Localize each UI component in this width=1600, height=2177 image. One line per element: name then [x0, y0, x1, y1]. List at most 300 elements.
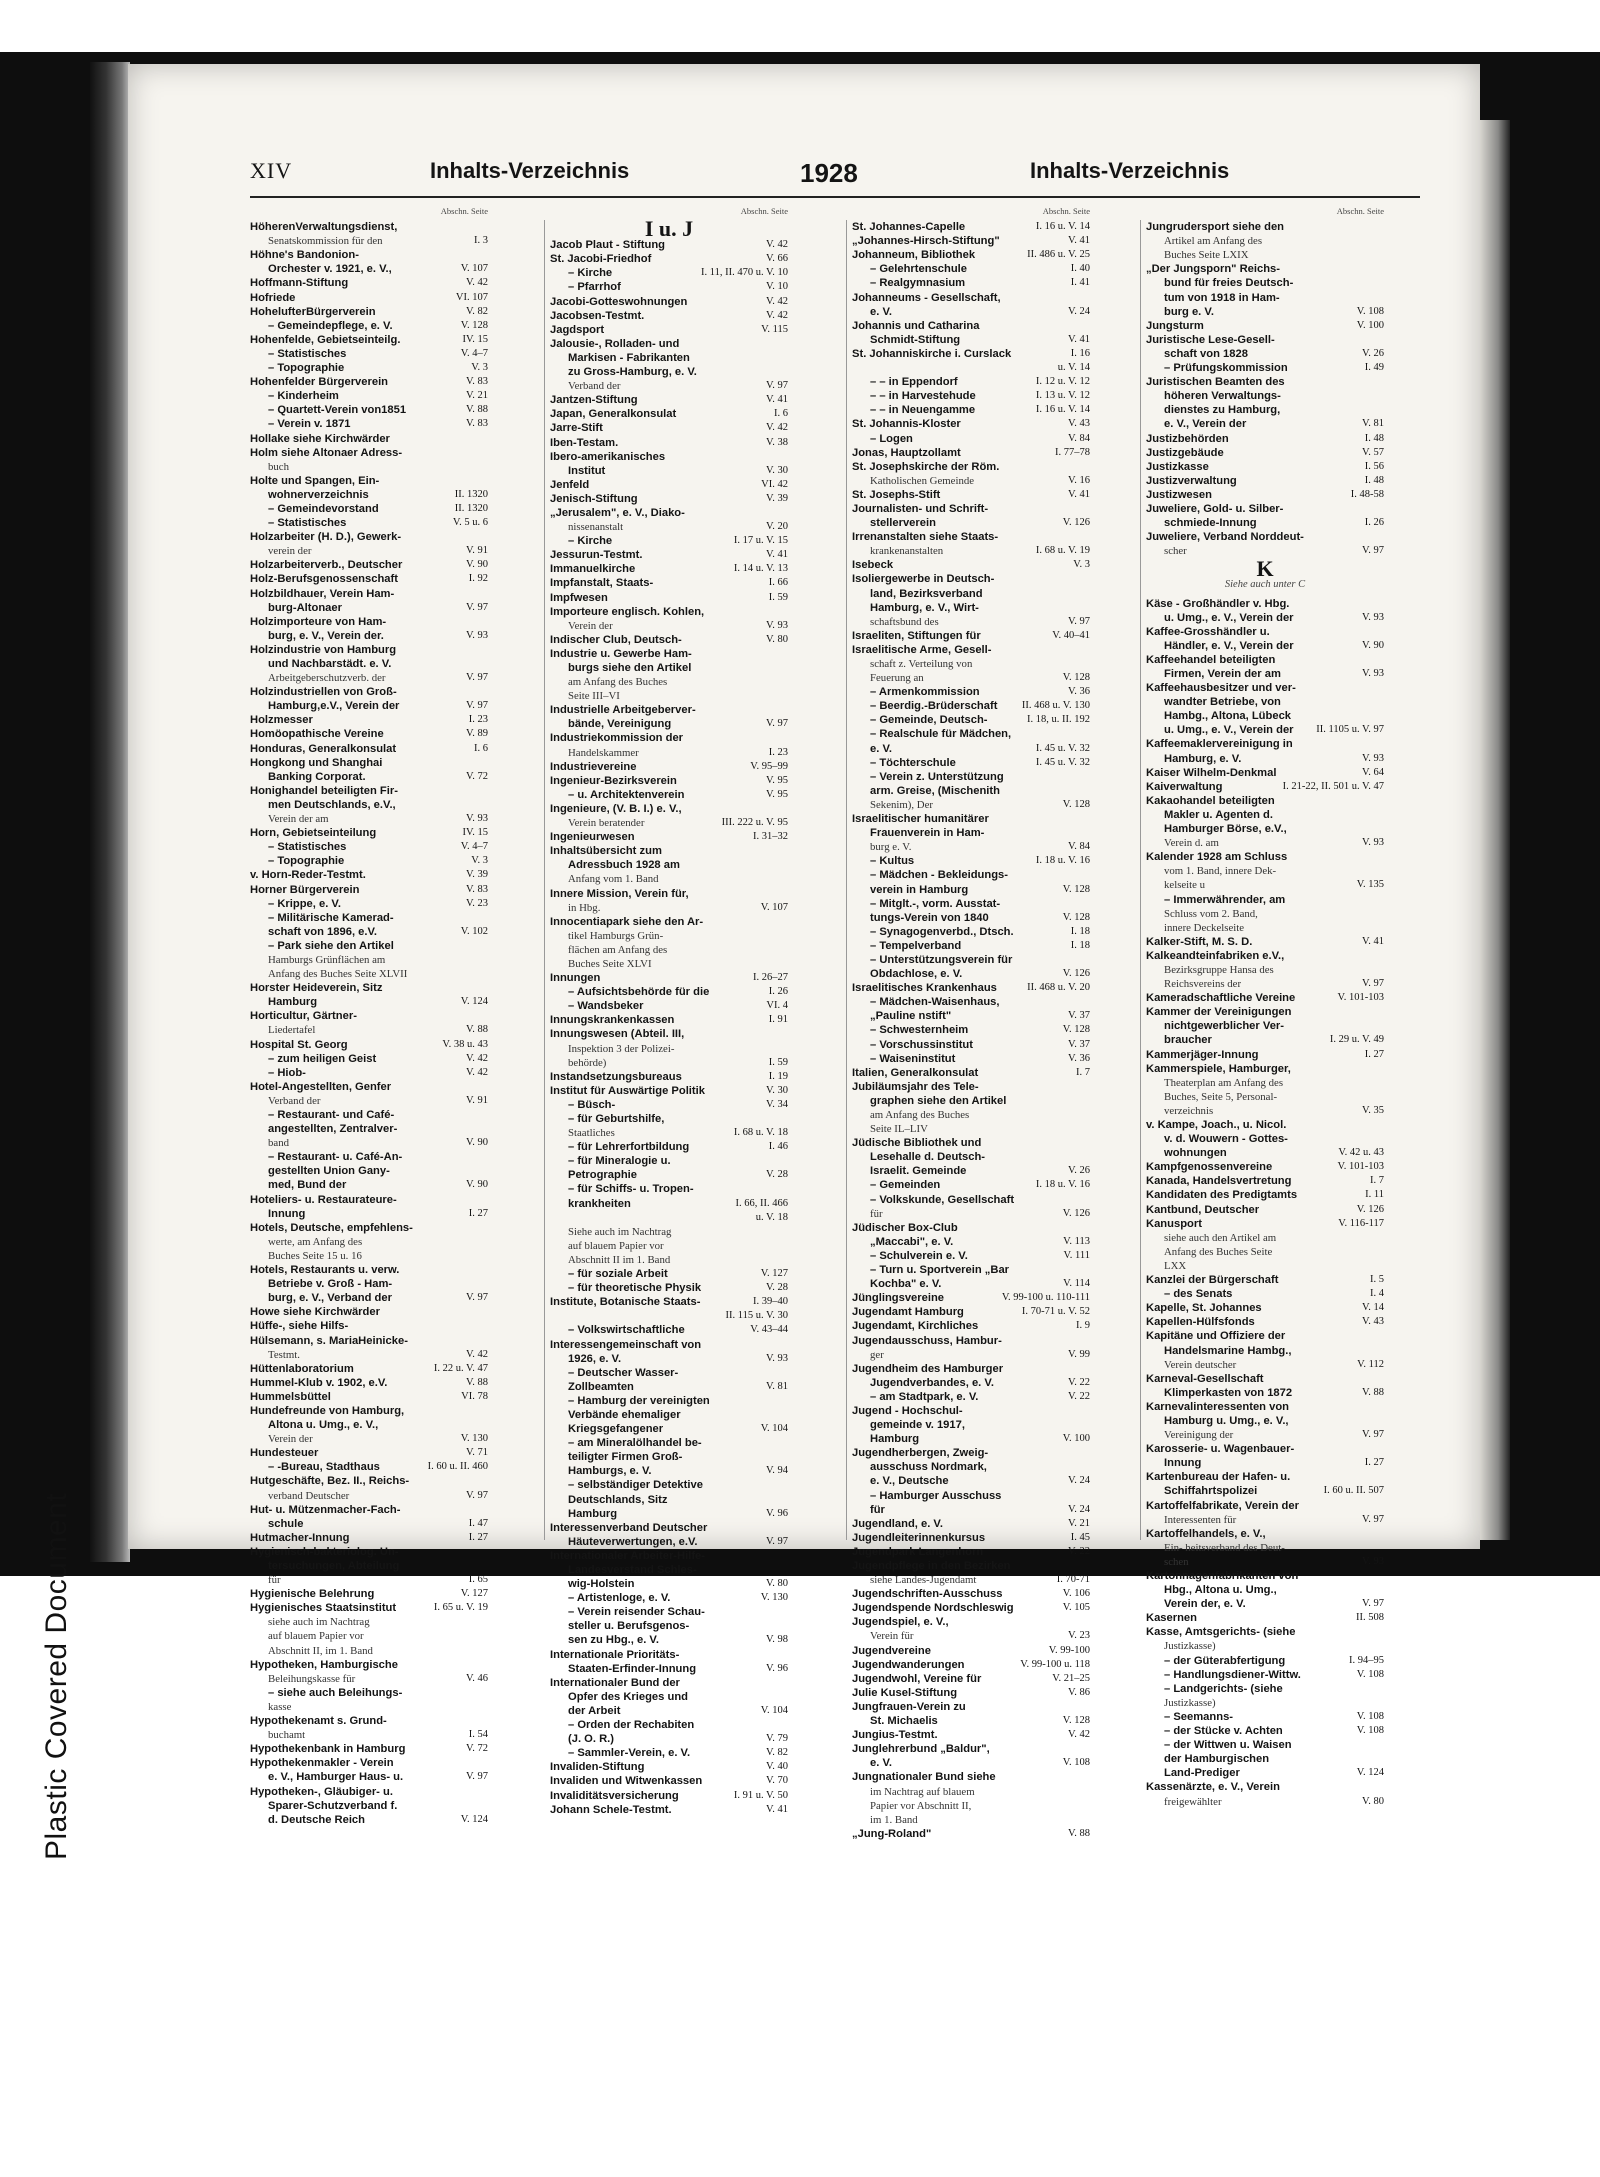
index-entry [852, 1587, 1090, 1601]
index-entry [852, 629, 1090, 643]
entry-text: für [268, 1574, 281, 1587]
index-entry [852, 1334, 1090, 1348]
index-entry [250, 1277, 488, 1291]
entry-reference: V. 135 [1356, 879, 1384, 891]
entry-reference: V. 97 [1362, 1598, 1384, 1610]
index-entry [1146, 220, 1384, 234]
entry-text: Jugendwanderungen [852, 1658, 965, 1671]
index-entry [550, 295, 788, 309]
entry-text: Hohenfelde, Gebietseinteilg. [250, 333, 401, 346]
index-entry [250, 1235, 488, 1249]
index-entry [1146, 737, 1384, 751]
index-entry [550, 858, 788, 872]
page-title-left: Inhalts-Verzeichnis [430, 158, 630, 183]
entry-text: Hohenfelder Bürgerverein [250, 376, 389, 389]
entry-reference: V. 130 [460, 1433, 488, 1445]
index-entry [852, 361, 1090, 375]
index-entry [1146, 1499, 1384, 1513]
entry-reference: I. 46 [768, 1141, 788, 1153]
index-entry [250, 403, 488, 417]
index-entry [550, 1521, 788, 1535]
entry-text: – für soziale Arbeit [568, 1268, 668, 1281]
entry-text: Hamburg [870, 1433, 920, 1446]
index-entry [1146, 977, 1384, 991]
entry-text: – Restaurant- und Café- [268, 1109, 395, 1121]
entry-reference: I. 91 u. V. 50 [733, 1789, 788, 1801]
index-entry [1146, 1428, 1384, 1442]
index-entry [550, 407, 788, 421]
entry-text: Jungius-Testmt. [852, 1729, 938, 1742]
entry-text: krankenanstalten [870, 545, 944, 558]
entry-text: – Prüfungskommission [1164, 362, 1288, 375]
entry-text: Innung [1164, 1457, 1202, 1470]
entry-reference: V. 83 [466, 418, 488, 430]
entry-reference: V. 108 [1356, 1668, 1384, 1680]
entry-reference: V. 99-100 u. 118 [1020, 1658, 1090, 1670]
entry-reference: I. 48 [1364, 474, 1384, 486]
index-entry [250, 1432, 488, 1446]
index-entry [1146, 780, 1384, 794]
index-entry [852, 967, 1090, 981]
index-entry [1146, 695, 1384, 709]
entry-reference: V. 96 [766, 1662, 788, 1674]
entry-text: Industrie u. Gewerbe Ham- [550, 647, 692, 660]
index-entry [852, 953, 1090, 967]
section-heading: I u. J [644, 216, 694, 242]
entry-text: St. Michaelis [870, 1715, 938, 1728]
index-entry [550, 1182, 788, 1196]
entry-text: Buches Seite LXIX [1164, 249, 1249, 262]
entry-text: Jarre-Stift [550, 422, 603, 435]
index-entry [550, 252, 788, 266]
entry-text: Industrielle Arbeitgeberver- [550, 704, 696, 717]
index-entry [550, 1197, 788, 1211]
index-entry [1146, 375, 1384, 389]
index-entry [550, 1070, 788, 1084]
index-entry [852, 460, 1090, 474]
entry-text: Jüdischer Box-Club [852, 1221, 958, 1234]
index-entry [250, 784, 488, 798]
entry-text: Innung [268, 1207, 306, 1220]
index-entry [1146, 1386, 1384, 1400]
index-entry [550, 1295, 788, 1309]
entry-text: Horster Heideverein, Sitz [250, 982, 383, 995]
entry-text: Kammerspiele, Hamburger, [1146, 1062, 1291, 1075]
entry-reference: V. 97 [466, 1771, 488, 1783]
index-entry [550, 1309, 788, 1323]
entry-text: – Kultus [870, 855, 915, 868]
entry-text: e. V. [870, 742, 892, 755]
entry-text: 1926, e. V. [568, 1352, 622, 1365]
entry-text: auf blauem Papier vor [568, 1239, 664, 1252]
entry-reference: V. 72 [466, 770, 488, 782]
index-entry [550, 1436, 788, 1450]
entry-text: Karneval-Gesellschaft [1146, 1372, 1264, 1385]
index-entry [250, 643, 488, 657]
entry-text: d. Deutsche Reich [268, 1813, 365, 1826]
entry-reference: I. 18 [1070, 939, 1090, 951]
index-entry [550, 689, 788, 703]
index-entry [250, 1813, 488, 1827]
entry-text: Hamburg [268, 996, 318, 1009]
entry-text: Kantbund, Deutscher [1146, 1203, 1260, 1216]
entry-text: Karosserie- u. Wagenbauer- [1146, 1443, 1295, 1456]
entry-reference: V. 42 [766, 422, 788, 434]
index-entry [250, 361, 488, 375]
index-entry [852, 389, 1090, 403]
index-entry [852, 1319, 1090, 1333]
entry-reference: I. 66 [768, 577, 788, 589]
entry-text: Buches Seite XLVI [568, 957, 652, 970]
entry-text: Sparer-Schutzverband f. [268, 1799, 398, 1812]
entry-reference: V. 3 [471, 855, 488, 867]
entry-text: – Statistisches [268, 841, 347, 854]
index-entry [550, 929, 788, 943]
index-entry [852, 1573, 1090, 1587]
index-entry [550, 901, 788, 915]
index-entry [250, 389, 488, 403]
index-entry [250, 812, 488, 826]
entry-text: Jungrudersport siehe den [1146, 221, 1285, 234]
entry-reference: I. 16 [1070, 347, 1090, 359]
entry-reference: I. 18, u. II. 192 [1027, 714, 1090, 726]
entry-reference: V. 41 [766, 1803, 788, 1815]
entry-text: wig-Holstein [568, 1578, 635, 1591]
index-entry [550, 464, 788, 478]
index-entry [1146, 1104, 1384, 1118]
entry-text: Kalker-Stift, M. S. D. [1146, 935, 1253, 948]
entry-text: Hut- u. Mützenmacher-Fach- [250, 1503, 401, 1516]
entry-text: – Gemeindepflege, e. V. [268, 319, 393, 332]
entry-text: Theaterplan am Anfang des [1164, 1076, 1284, 1089]
index-entry [550, 971, 788, 985]
entry-reference: V. 97 [466, 1292, 488, 1304]
entry-text: Isoliergewerbe in Deutsch- [852, 573, 995, 586]
index-entry [852, 1249, 1090, 1263]
entry-text: Hongkong und Shanghai [250, 756, 383, 769]
index-entry [852, 1023, 1090, 1037]
index-entry [1146, 907, 1384, 921]
entry-reference: I. 60 u. II. 507 [1323, 1485, 1384, 1497]
entry-reference: I. 26 [768, 986, 788, 998]
entry-reference: V. 3 [471, 362, 488, 374]
entry-reference: V. 127 [760, 1268, 788, 1280]
entry-reference: V. 21 [466, 390, 488, 402]
index-entry [1146, 1611, 1384, 1625]
entry-reference: V. 113 [1063, 1235, 1090, 1247]
page-year: 1928 [800, 158, 858, 188]
entry-text: Johannis und Catharina [852, 319, 980, 332]
entry-text: – Pfarrhof [568, 281, 621, 294]
entry-text: Hamburg, e. V., Wirt- [870, 601, 979, 614]
entry-text: Hypothekenmakler - Verein [250, 1757, 394, 1770]
entry-reference: V. 111 [1063, 1249, 1090, 1261]
index-entry [550, 1253, 788, 1267]
entry-text: Markisen - Fabrikanten [568, 351, 690, 364]
entry-reference: V. 107 [760, 901, 788, 913]
entry-reference: I. 18 u. V. 16 [1035, 855, 1090, 867]
entry-reference: V. 30 [766, 1084, 788, 1096]
index-entry [250, 1376, 488, 1390]
entry-text: burg, e. V., Verein der. [268, 629, 384, 642]
entry-reference: V. 37 [1068, 1038, 1090, 1050]
entry-text: Artikel am Anfang des [1164, 235, 1263, 248]
index-entry [550, 802, 788, 816]
index-entry [550, 1098, 788, 1112]
entry-text: Kammer der Vereinigungen [1146, 1006, 1292, 1019]
entry-text: Johanneums - Gesellschaft, [852, 291, 1001, 304]
entry-text: Importeure englisch. Kohlen, [550, 605, 705, 618]
entry-text: – Topographie [268, 855, 345, 868]
index-entry [852, 1193, 1090, 1207]
index-entry [250, 1305, 488, 1319]
entry-reference: V. 97 [1068, 615, 1090, 627]
entry-text: Händler, e. V., Verein der [1164, 639, 1294, 652]
entry-reference: V. 126 [1062, 517, 1090, 529]
entry-text: Adressbuch 1928 am [568, 859, 680, 872]
entry-text: HohelufterBürgerverein [250, 305, 376, 318]
entry-text: Holzbildhauer, Verein Ham- [250, 587, 395, 600]
entry-reference: V. 88 [466, 1376, 488, 1388]
index-entry [550, 1323, 788, 1337]
entry-reference: V. 24 [1068, 305, 1090, 317]
entry-text: Invaliditätsversicherung [550, 1789, 679, 1802]
index-entry [1146, 1273, 1384, 1287]
entry-text: Hamburgs, e. V. [568, 1465, 652, 1478]
entry-text: tum von 1918 in Ham- [1164, 291, 1280, 304]
index-entry [1146, 1019, 1384, 1033]
entry-text: Hüttenlaboratorium [250, 1362, 354, 1375]
entry-text: Kaffeehandel beteiligten [1146, 653, 1276, 666]
index-entry [1146, 1188, 1384, 1202]
index-entry [1146, 1358, 1384, 1372]
entry-text: Kapelle, St. Johannes [1146, 1302, 1262, 1315]
entry-text: verein der [268, 545, 312, 558]
index-entry [1146, 850, 1384, 864]
entry-text: – für Lehrerfortbildung [568, 1141, 690, 1154]
entry-text: u. Umg., e. V., Verein der [1164, 611, 1294, 624]
index-entry [550, 309, 788, 323]
entry-reference: V. 88 [1362, 1386, 1384, 1398]
index-entry [550, 393, 788, 407]
index-entry [852, 671, 1090, 685]
index-entry [852, 1756, 1090, 1770]
entry-text: – für Schiffs- u. Tropen- [568, 1183, 694, 1196]
entry-text: Hummel-Klub v. 1902, e.V. [250, 1376, 388, 1389]
entry-text: Justizgebäude [1146, 446, 1224, 459]
index-entry [550, 1140, 788, 1154]
entry-text: Immanuelkirche [550, 563, 636, 576]
index-entry [250, 1348, 488, 1362]
index-entry [852, 911, 1090, 925]
entry-text: Kasernen [1146, 1612, 1197, 1625]
index-entry [852, 220, 1090, 234]
index-entry [1146, 1597, 1384, 1611]
entry-reference: I. 45 [1070, 1531, 1090, 1543]
index-entry [852, 262, 1090, 276]
entry-reference: V. 95 [766, 788, 788, 800]
entry-text: Innungen [550, 972, 601, 985]
entry-text: burgs siehe den Artikel [568, 662, 692, 674]
entry-text: Institut für Auswärtige Politik [550, 1084, 705, 1097]
entry-text: – Armenkommission [870, 686, 980, 699]
entry-text: Landesverstand Schles- [568, 1564, 697, 1576]
entry-text: Hygienisch-bakteriolog. Un- [250, 1545, 399, 1558]
section-heading: K [1256, 556, 1274, 582]
entry-text: Homöopathische Vereine [250, 728, 384, 741]
index-entry [250, 1404, 488, 1418]
entry-text: Verein der am [268, 813, 329, 826]
index-entry [852, 727, 1090, 741]
index-entry [1146, 1287, 1384, 1301]
entry-text: Industriekommission der [550, 732, 684, 745]
index-entry [250, 347, 488, 361]
entry-text: Justizbehörden [1146, 432, 1229, 445]
entry-text: Kanzlei der Bürgerschaft [1146, 1274, 1279, 1287]
index-entry [852, 1531, 1090, 1545]
index-entry [550, 1619, 788, 1633]
index-entry [852, 643, 1090, 657]
entry-reference: V. 21–25 [1052, 1672, 1090, 1684]
entry-text: – für Mineralogie u. [568, 1155, 671, 1168]
index-entry [250, 911, 488, 925]
entry-text: Hygienisches Staatsinstitut [250, 1602, 397, 1615]
entry-reference: V. 22 [1068, 1390, 1090, 1402]
entry-text: Julie Kusel-Stiftung [852, 1686, 958, 1699]
index-entry [852, 1799, 1090, 1813]
entry-reference: II. 468 u. V. 20 [1027, 982, 1090, 994]
index-entry [550, 1084, 788, 1098]
entry-text: – Sammler-Verein, e. V. [568, 1747, 691, 1760]
index-entry [852, 1164, 1090, 1178]
index-entry [550, 1338, 788, 1352]
index-entry [1146, 1470, 1384, 1484]
entry-reference: V. 41 [1068, 235, 1090, 247]
entry-text: Land-Prediger [1164, 1767, 1240, 1780]
entry-text: Orchester v. 1921, e. V., [268, 263, 392, 276]
entry-text: Makler u. Agenten d. [1164, 808, 1273, 821]
entry-text: Katholischen Gemeinde [870, 474, 975, 487]
entry-text: Hofriede [250, 291, 296, 304]
entry-reference: V. 108 [1356, 1725, 1384, 1737]
entry-reference: V. 112 [1357, 1358, 1384, 1370]
entry-text: Hypothekenbank in Hamburg [250, 1743, 406, 1756]
index-entry [852, 587, 1090, 601]
entry-reference: I. 70-71 u. V. 52 [1021, 1306, 1090, 1318]
index-entry [550, 1789, 788, 1803]
index-entry [550, 1718, 788, 1732]
entry-text: Deutschlands, Sitz [568, 1493, 668, 1506]
entry-reference: V. 22 [1068, 1376, 1090, 1388]
entry-text: Jüdische Bibliothek und [852, 1137, 982, 1150]
entry-text: – der Stücke v. Achten [1164, 1725, 1283, 1738]
entry-text: Ingenieurwesen [550, 831, 635, 844]
index-entry [250, 1601, 488, 1615]
entry-reference: V. 94 [766, 1465, 788, 1477]
index-entry [852, 572, 1090, 586]
index-entry [550, 844, 788, 858]
index-entry [852, 784, 1090, 798]
index-entry [852, 840, 1090, 854]
entry-text: v. Horn-Reder-Testmt. [250, 869, 366, 882]
entry-text: – Gemeinden [870, 1179, 941, 1192]
entry-text: verband Deutscher [268, 1489, 350, 1502]
index-entry [1146, 1555, 1384, 1569]
index-entry [852, 826, 1090, 840]
index-entry [550, 1126, 788, 1140]
entry-text: Handelskammer [568, 746, 639, 759]
entry-text: Jugendschriften-Ausschuss [852, 1588, 1003, 1601]
index-entry [250, 1418, 488, 1432]
entry-text: Bezirksgruppe Hansa des [1164, 963, 1274, 976]
entry-text: flächen am Anfang des [568, 943, 668, 956]
entry-text: Jungfrauen-Verein zu [852, 1700, 966, 1713]
entry-text: – für theoretische Physik [568, 1282, 702, 1295]
entry-reference: V. 42 [466, 1052, 488, 1064]
entry-reference: V. 46 [466, 1672, 488, 1684]
entry-reference: V. 84 [1068, 841, 1090, 853]
entry-reference: V. 97 [766, 380, 788, 392]
entry-text: Innungskrankenkassen [550, 1014, 675, 1027]
entry-text: Verein d. am [1164, 837, 1219, 850]
index-entry [852, 1418, 1090, 1432]
entry-reference: I. 92 [468, 573, 488, 585]
entry-reference: V. 83 [466, 883, 488, 895]
entry-reference: I. 27 [1364, 1457, 1384, 1469]
entry-text: schule [268, 1517, 304, 1530]
entry-text: für [870, 1207, 883, 1220]
entry-text: – Büsch- [568, 1098, 616, 1111]
entry-text: – Beerdig.-Brüderschaft [870, 700, 998, 713]
entry-text: Lesehalle d. Deutsch- [870, 1151, 986, 1164]
entry-text: Hotel-Angestellten, Genfer [250, 1080, 392, 1093]
entry-reference: I. 48 [1364, 432, 1384, 444]
index-entry [852, 474, 1090, 488]
index-entry [250, 1587, 488, 1601]
entry-text: Hoteliers- u. Restaurateure- [250, 1193, 397, 1206]
index-entry [550, 872, 788, 886]
entry-text: Kampfgenossenvereine [1146, 1161, 1273, 1174]
index-entry [1146, 1217, 1384, 1231]
entry-reference: V. 97 [466, 700, 488, 712]
index-entry [250, 417, 488, 431]
entry-reference: V. 38 [766, 436, 788, 448]
entry-text: – Mädchen - Bekleidungs- [870, 869, 1009, 882]
entry-text: Klimperkasten von 1872 [1164, 1386, 1293, 1399]
entry-text: Kartonnagenfabrikanten von [1146, 1570, 1299, 1582]
index-entry [550, 1225, 788, 1239]
entry-text: Holzimporteure von Ham- [250, 615, 387, 628]
entry-text: men Deutschlands, e.V., [268, 798, 396, 811]
entry-reference: V. 38 u. 43 [442, 1038, 488, 1050]
entry-text: Hypothekenamt s. Grund- [250, 1715, 387, 1728]
index-entry [852, 333, 1090, 347]
entry-text: am Anfang des Buches [568, 676, 668, 689]
entry-reference: V. 26 [1068, 1165, 1090, 1177]
entry-text: Hoffmann-Stiftung [250, 277, 349, 290]
index-entry [1146, 1160, 1384, 1174]
index-entry [1146, 1583, 1384, 1597]
entry-text: Kammerjäger-Innung [1146, 1048, 1259, 1061]
entry-reference: I. 27 [468, 1207, 488, 1219]
index-entry [550, 1154, 788, 1168]
index-entry [1146, 1541, 1384, 1555]
entry-reference: V. 93 [766, 619, 788, 631]
index-entry [250, 1150, 488, 1164]
entry-reference: I. 31–32 [753, 831, 788, 843]
entry-reference: V. 42 [466, 1348, 488, 1360]
entry-text: Internationaler Arbeiter-Hilfe- [550, 1549, 705, 1562]
